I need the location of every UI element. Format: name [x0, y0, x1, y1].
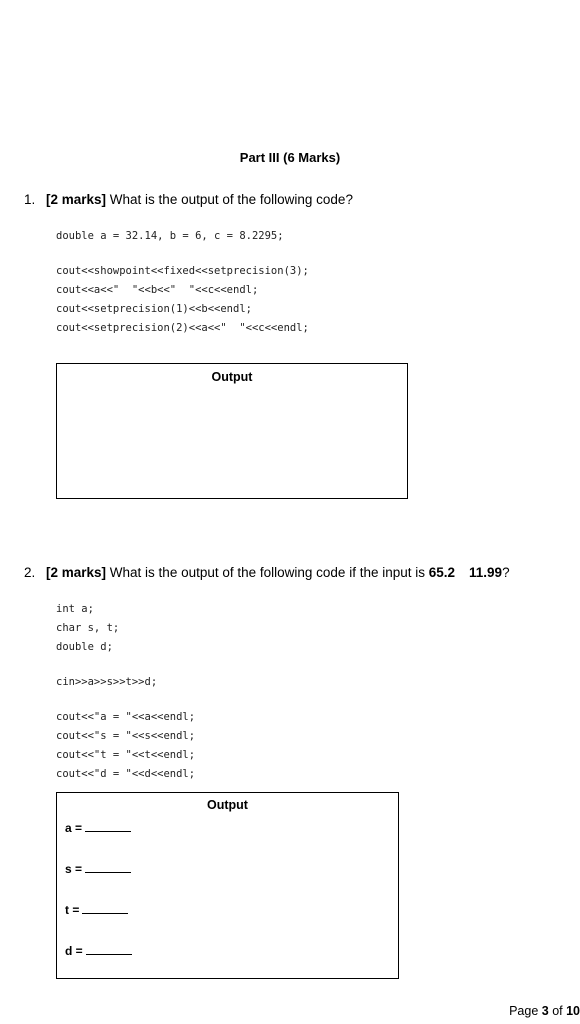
code-line: cout<<setprecision(2)<<a<<" "<<c<<endl;: [56, 322, 309, 334]
question-2-input-a: 65.2: [428, 565, 456, 580]
code-line: double d;: [56, 641, 113, 653]
code-line: cin>>a>>s>>t>>d;: [56, 676, 158, 688]
answer-blank[interactable]: [85, 861, 131, 873]
answer-label: t =: [65, 903, 80, 917]
code-line: char s, t;: [56, 622, 120, 634]
code-line: cout<<setprecision(1)<<b<<endl;: [56, 303, 252, 315]
answer-label: s =: [65, 862, 83, 876]
page-total: 10: [566, 1004, 580, 1018]
answer-blank[interactable]: [85, 820, 131, 832]
answer-label: d =: [65, 944, 83, 958]
page-prefix: Page: [509, 1004, 542, 1018]
question-2-marks: [2 marks]: [46, 565, 107, 580]
code-line: cout<<"s = "<<s<<endl;: [56, 730, 196, 742]
code-line: cout<<"t = "<<t<<endl;: [56, 749, 196, 761]
code-line: cout<<showpoint<<fixed<<setprecision(3);: [56, 265, 309, 277]
code-line: cout<<a<<" "<<b<<" "<<c<<endl;: [56, 284, 259, 296]
page-number: [509, 1004, 580, 1018]
question-1-output-box: [56, 363, 408, 499]
question-2-text: What is the output of the following code if the input is: [106, 565, 429, 580]
answer-s-line: [65, 861, 131, 876]
answer-blank[interactable]: [86, 943, 132, 955]
code-line: int a;: [56, 603, 94, 615]
page-of: of: [548, 1004, 567, 1018]
answer-d-line: [65, 943, 132, 958]
part-title: Part III (6 Marks): [239, 150, 341, 165]
answer-t-line: [65, 902, 128, 917]
question-2-input-b: 11.99: [469, 565, 503, 580]
question-1-text: What is the output of the following code?: [106, 192, 353, 207]
question-2-text-end: ?: [502, 565, 510, 580]
code-line: double a = 32.14, b = 6, c = 8.2295;: [56, 230, 284, 242]
question-1-prompt: [24, 192, 353, 207]
question-2-prompt: [24, 565, 510, 580]
page-current: 3: [541, 1004, 549, 1018]
answer-a-line: [65, 820, 131, 835]
answer-label: a =: [65, 821, 83, 835]
answer-blank[interactable]: [82, 902, 128, 914]
question-1-number: 1.: [24, 192, 36, 207]
code-line: cout<<"a = "<<a<<endl;: [56, 711, 196, 723]
code-line: cout<<"d = "<<d<<endl;: [56, 768, 196, 780]
question-1-marks: [2 marks]: [46, 192, 107, 207]
question-2-output-box: [56, 792, 399, 979]
output-title: Output: [207, 798, 248, 812]
output-title: Output: [211, 370, 253, 384]
question-2-number: 2.: [24, 565, 36, 580]
